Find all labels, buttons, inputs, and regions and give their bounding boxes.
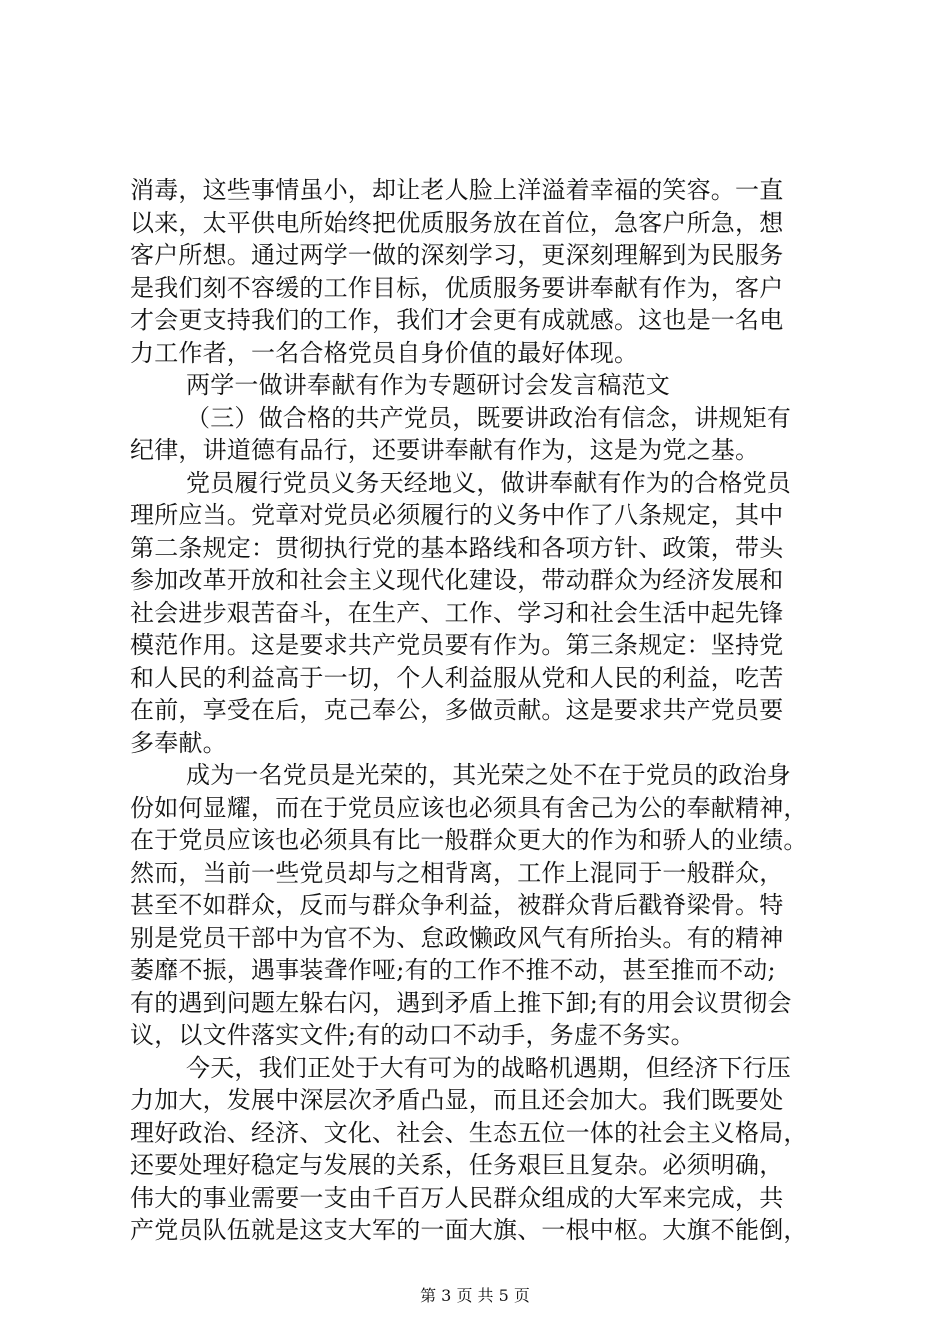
text-line: 消毒，这些事情虽小，却让老人脸上洋溢着幸福的笑容。一直: [130, 176, 784, 204]
text-line: 第二条规定：贯彻执行党的基本路线和各项方针、政策，带头: [130, 533, 784, 562]
text-line: 有的遇到问题左躲右闪，遇到矛盾上推下卸;有的用会议贯彻会: [130, 988, 792, 1017]
page-number-footer: 第 3 页 共 5 页: [420, 1286, 530, 1305]
paragraph-start-line: 成为一名党员是光荣的，其光荣之处不在于党员的政治身: [186, 761, 791, 789]
text-line: 多奉献。: [130, 728, 227, 757]
text-line: 参加改革开放和社会主义现代化建设，带动群众为经济发展和: [130, 566, 784, 594]
text-line: 甚至不如群众，反而与群众争利益，被群众背后戳脊梁骨。特: [130, 891, 784, 919]
paragraph-start-line: 党员履行党员义务天经地义，做讲奉献有作为的合格党员: [186, 468, 791, 497]
text-line: 议，以文件落实文件;有的动口不动手，务虚不务实。: [130, 1021, 695, 1049]
text-line: 还要处理好稳定与发展的关系，任务艰巨且复杂。必须明确，: [130, 1151, 784, 1179]
text-line: 产党员队伍就是这支大军的一面大旗、一根中枢。大旗不能倒，: [130, 1216, 808, 1244]
paragraph-start-line: （三）做合格的共产党员，既要讲政治有信念，讲规矩有: [186, 403, 791, 432]
section-heading: 两学一做讲奉献有作为专题研讨会发言稿范文: [186, 371, 670, 399]
paragraph-start-line: 今天，我们正处于大有可为的战略机遇期，但经济下行压: [186, 1053, 791, 1082]
text-line: 力加大，发展中深层次矛盾凸显，而且还会加大。我们既要处: [130, 1086, 784, 1114]
text-line: 份如何显耀，而在于党员应该也必须具有舍己为公的奉献精神，: [130, 793, 808, 822]
document-body: [130, 174, 830, 1247]
text-line: 社会进步艰苦奋斗，在生产、工作、学习和社会生活中起先锋: [130, 598, 784, 627]
text-line: 别是党员干部中为官不为、怠政懒政风气有所抬头。有的精神: [130, 923, 784, 952]
text-line: 萎靡不振，遇事装聋作哑;有的工作不推不动，甚至推而不动;: [130, 956, 776, 984]
text-line: 力工作者，一名合格党员自身价值的最好体现。: [130, 338, 639, 367]
text-line: 理所应当。党章对党员必须履行的义务中作了八条规定，其中: [130, 501, 784, 529]
text-line: 才会更支持我们的工作，我们才会更有成就感。这也是一名电: [130, 306, 784, 334]
text-line: 理好政治、经济、文化、社会、生态五位一体的社会主义格局，: [130, 1118, 808, 1147]
text-line: 模范作用。这是要求共产党员要有作为。第三条规定：坚持党: [130, 631, 784, 659]
text-line: 纪律，讲道德有品行，还要讲奉献有作为，这是为党之基。: [130, 436, 760, 464]
text-line: 伟大的事业需要一支由千百万人民群众组成的大军来完成，共: [130, 1183, 784, 1212]
text-line: 是我们刻不容缓的工作目标，优质服务要讲奉献有作为，客户: [130, 273, 784, 302]
text-line: 和人民的利益高于一切，个人利益服从党和人民的利益，吃苦: [130, 663, 784, 692]
text-line: 客户所想。通过两学一做的深刻学习，更深刻理解到为民服务: [130, 241, 784, 269]
text-line: 然而，当前一些党员却与之相背离，工作上混同于一般群众，: [130, 858, 784, 887]
text-line: 以来，太平供电所始终把优质服务放在首位，急客户所急，想: [130, 208, 784, 237]
text-line: 在前，享受在后，克己奉公，多做贡献。这是要求共产党员要: [130, 696, 784, 724]
text-line: 在于党员应该也必须具有比一般群众更大的作为和骄人的业绩。: [130, 826, 808, 854]
